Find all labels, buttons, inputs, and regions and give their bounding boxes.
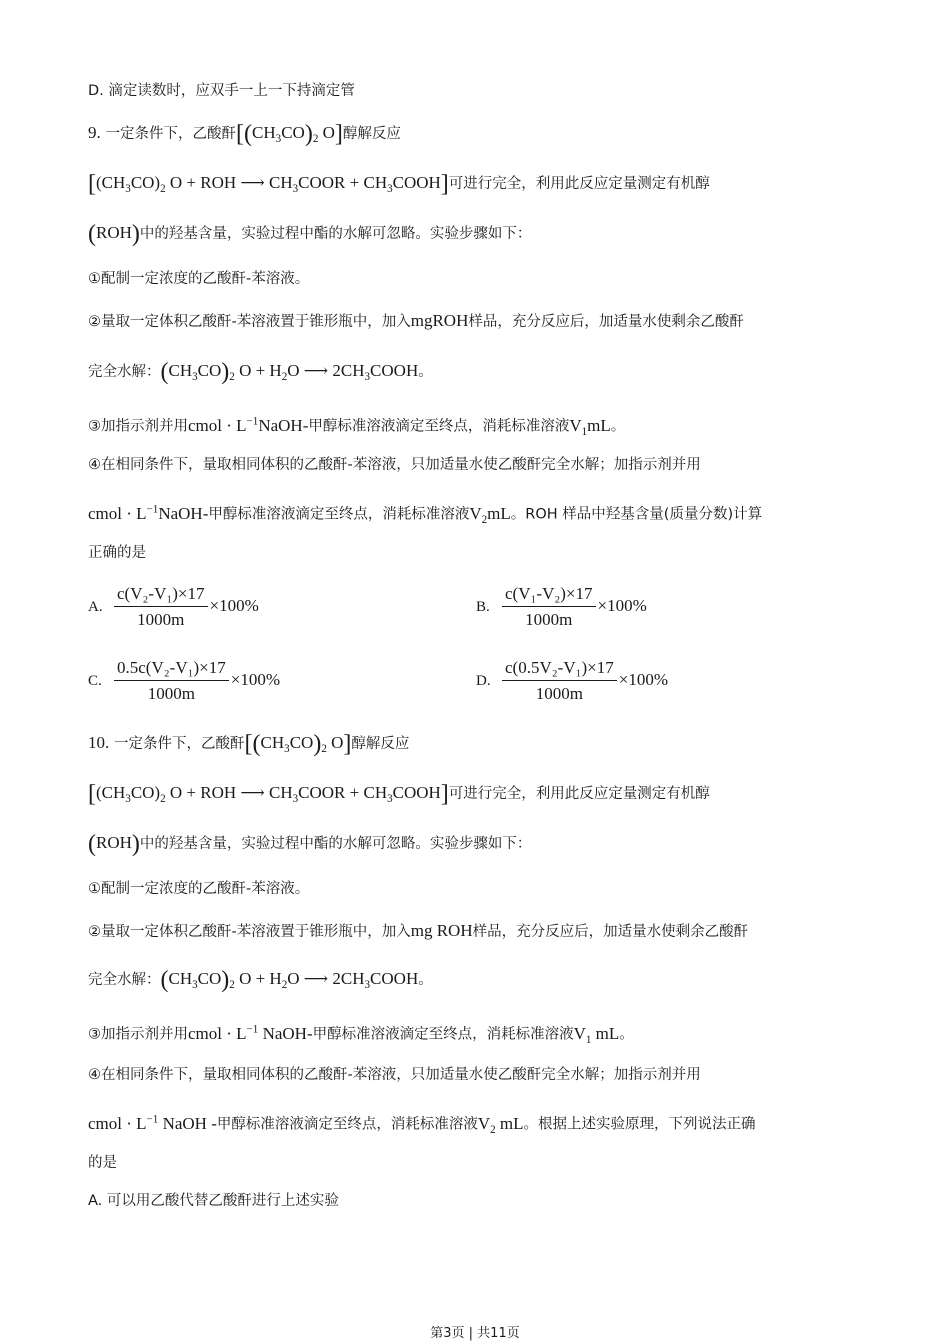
q9-step1: ①配制一定浓度的乙酸酐-苯溶液。 xyxy=(88,271,310,287)
q9-step4: ④在相同条件下，量取相同体积的乙酸酐-苯溶液，只加适量水使乙酸酐完全水解；加指示剂并用 xyxy=(88,457,701,473)
page-footer: 第3页 | 共11页 xyxy=(430,1326,520,1341)
q10-reaction: [$(CH_3CO)_2$ O + ROH ⟶ $CH_3COOR$ + $CH_3COOH$]可进行完全，利用此反应定量测定有机醇 xyxy=(88,781,710,807)
q9-step2: ②量取一定体积乙酸酐-苯溶液置于锥形瓶中，加入mgROH样品，充分反应后，加适量水使剩余乙酸酐 xyxy=(88,311,744,330)
q8-option-d: D. 滴定读数时，应双手一上一下持滴定管 xyxy=(88,83,355,99)
q10-step4-end: 的是 xyxy=(88,1155,117,1171)
q9-step4-cont: cmol · $L^{-1}NaOH-$甲醇标准溶液滴定至终点，消耗标准溶液$V_2mL$。ROH 样品中羟基含量(质量分数)计算 xyxy=(88,503,763,526)
q9-reaction: [$(CH_3CO)_2$ O + ROH ⟶ $CH_3COOR$ + $CH_3COOH$]可进行完全，利用此反应定量测定有机醇 xyxy=(88,171,710,197)
q9-step3: ③加指示剂并用cmol · $L^{-1}NaOH-$甲醇标准溶液滴定至终点，消耗标准溶液$V_1mL$。 xyxy=(88,415,626,438)
q10-step2: ②量取一定体积乙酸酐-苯溶液置于锥形瓶中，加入mg ROH样品，充分反应后，加适量水使剩余乙酸酐 xyxy=(88,921,749,940)
q9-option-b[interactable]: B. $\frac{\text{c(V₁-V₂)×17}}{1000m}$ ×100% xyxy=(476,584,647,629)
q9-roh-line: (ROH)中的羟基含量，实验过程中酯的水解可忽略。实验步骤如下： xyxy=(88,221,532,247)
q10-step2-hydrolysis: 完全水解：$(CH_3CO)_2$ $O + H_2O$ ⟶ $2CH_3COOH$。 xyxy=(88,967,433,993)
q9-intro-text: 一定条件下，乙酸酐 xyxy=(105,126,237,142)
q9-intro: 9. 一定条件下，乙酸酐[$(CH_3CO)_2$ O]醇解反应 xyxy=(88,121,401,147)
q10-step1: ①配制一定浓度的乙酸酐-苯溶液。 xyxy=(88,881,310,897)
q10-roh-line: (ROH)中的羟基含量，实验过程中酯的水解可忽略。实验步骤如下： xyxy=(88,831,532,857)
q9-option-d[interactable]: D. $\frac{\text{c(0.5V₂-V₁)×17}}{1000m}$ ×100% xyxy=(476,658,669,703)
q9-option-c[interactable]: C. $\frac{\text{0.5c(V₂-V₁)×17}}{1000m}$ ×100% xyxy=(88,658,281,703)
q10-step3: ③加指示剂并用cmol · $L^{-1}$ NaOH-甲醇标准溶液滴定至终点，消耗标准溶液$V_1$ mL。 xyxy=(88,1023,634,1046)
q10-step4: ④在相同条件下，量取相同体积的乙酸酐-苯溶液，只加适量水使乙酸酐完全水解；加指示剂并用 xyxy=(88,1067,701,1083)
q9-option-a[interactable]: A. $\frac{\text{c(V₂-V₁)×17}}{1000m}$ ×100% xyxy=(88,584,259,629)
q10-intro: 10. 一定条件下，乙酸酐[$(CH_3CO)_2$ O]醇解反应 xyxy=(88,731,410,757)
q10-option-a[interactable]: A. 可以用乙酸代替乙酸酐进行上述实验 xyxy=(88,1193,339,1209)
q10-step4-cont: cmol · $L^{-1}$ NaOH -甲醇标准溶液滴定至终点，消耗标准溶液$V_2$ mL。根据上述实验原理，下列说法正确 xyxy=(88,1113,756,1136)
q9-step2-hydrolysis: 完全水解：$(CH_3CO)_2$ $O + H_2O$ ⟶ $2CH_3COOH$。 xyxy=(88,359,433,385)
q9-number: 9. xyxy=(88,123,101,142)
q9-step4-end: 正确的是 xyxy=(88,545,146,561)
q10-number: 10. xyxy=(88,733,110,752)
